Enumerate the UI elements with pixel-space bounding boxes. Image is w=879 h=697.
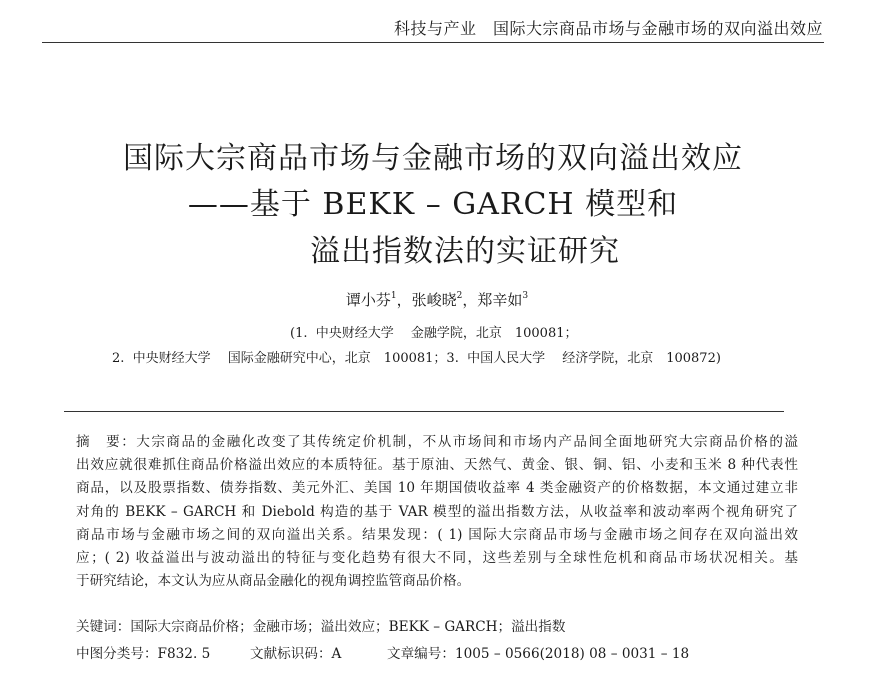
abstract-line: 出效应就很难抓住商品价格溢出效应的本质特征。基于原油、天然气、黄金、银、铜、铝、小麦和玉米 8 种代表性 bbox=[76, 457, 798, 474]
header-divider bbox=[42, 42, 824, 43]
abstract-line: 商品市场与金融市场之间的双向溢出关系。结果发现：( 1) 国际大宗商品市场与金融市场之间存在双向溢出效 bbox=[76, 526, 798, 543]
author-separator: ， bbox=[462, 291, 478, 309]
author-affiliation-mark: 3 bbox=[522, 291, 529, 301]
author-affiliation-mark: 1 bbox=[390, 291, 397, 301]
abstract-divider bbox=[64, 411, 784, 412]
affiliation-line-2: 2. 中央财经大学 国际金融研究中心，北京 100081；3. 中国人民大学 经济学院，北京 100872) bbox=[112, 351, 721, 366]
author-separator: ， bbox=[396, 291, 412, 309]
running-header: 科技与产业 国际大宗商品市场与金融市场的双向溢出效应 bbox=[393, 19, 823, 38]
abstract-line: 对角的 BEKK – GARCH 和 Diebold 构造的基于 VAR 模型的溢出指数方法，从收益率和波动率两个视角研究了 bbox=[76, 503, 798, 520]
affiliation-line-1: (1. 中央财经大学 金融学院，北京 100081； bbox=[290, 326, 578, 341]
keywords: 关键词：国际大宗商品价格；金融市场；溢出效应；BEKK – GARCH；溢出指数 bbox=[76, 619, 566, 635]
author-name: 郑辛如 bbox=[477, 291, 523, 309]
document-code: 文献标识码：A bbox=[250, 646, 342, 662]
abstract-line: 摘 要：大宗商品的金融化改变了其传统定价机制，不从市场间和市场内产品间全面地研究大宗商品价格的溢 bbox=[76, 434, 798, 450]
paper-title-line-3: 溢出指数法的实证研究 bbox=[310, 234, 620, 269]
paper-title-line-2: ——基于 BEKK – GARCH 模型和 bbox=[187, 187, 679, 222]
clc-number: 中图分类号：F832. 5 bbox=[76, 646, 211, 662]
abstract-line: 商品，以及股票指数、债券指数、美元外汇、美国 10 年期国债收益率 4 类金融资产的价格数据，本文通过建立非 bbox=[76, 480, 798, 497]
abstract bbox=[76, 431, 798, 593]
author-affiliation-mark: 2 bbox=[456, 291, 463, 301]
paper-title-line-1: 国际大宗商品市场与金融市场的双向溢出效应 bbox=[123, 141, 743, 176]
author-list bbox=[346, 289, 528, 310]
author-name: 张峻晓 bbox=[411, 291, 457, 309]
abstract-line: 于研究结论，本文认为应从商品金融化的视角调控监管商品价格。 bbox=[76, 573, 471, 590]
author-name: 谭小芬 bbox=[345, 291, 391, 309]
abstract-line: 应；( 2) 收益溢出与波动溢出的特征与变化趋势有很大不同，这些差别与全球性危机和商品市场状况相关。基 bbox=[76, 550, 798, 567]
article-number: 文章编号：1005 – 0566(2018) 08 – 0031 – 18 bbox=[387, 646, 690, 662]
